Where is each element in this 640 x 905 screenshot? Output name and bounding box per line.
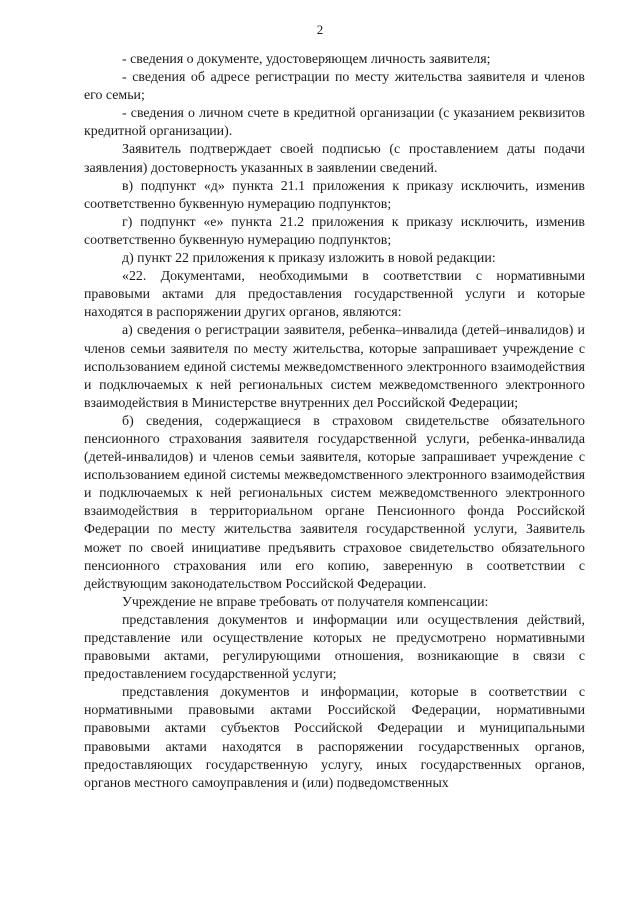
paragraph: - сведения об адресе регистрации по месту жительства заявителя и членов его семьи; bbox=[84, 70, 585, 104]
paragraph: в) подпункт «д» пункта 21.1 приложения к приказу исключить, изменив соответственно буквенную нумерацию подпунктов; bbox=[84, 178, 585, 212]
paragraph: г) подпункт «е» пункта 21.2 приложения к приказу исключить, изменив соответственно буквенную нумерацию подпунктов; bbox=[84, 214, 585, 248]
paragraph: представления документов и информации или осуществления действий, представление или осуществление которых не предусмотрено нормативными правовыми актами, регулирующими отношения, возникающие в связи с предоставлением государственной услуги; bbox=[84, 612, 585, 683]
paragraph: а) сведения о регистрации заявителя, ребенка–инвалида (детей–инвалидов) и членов семьи заявителя по месту жительства, которые запрашивает учреждение с использованием единой системы межведомственного электронного взаимодействия и подключаемых к ней региональных систем межведомственного электронного взаимодействия в Министерстве внутренних дел Российской Федерации; bbox=[84, 323, 585, 411]
paragraph: б) сведения, содержащиеся в страховом свидетельстве обязательного пенсионного страхования заявителя государственной услуги, ребенка-инвалида (детей-инвалидов) и членов семьи заявителя, которые запрашивает учреждение с использованием единой системы межведомственного электронного взаимодействия и подключаемых к ней региональных систем межведомственного электронного взаимодействия в территориальном органе Пенсионного фонда Российской Федерации по месту жительства заявителя государственной услуги, Заявитель может по своей инициативе предъявить страховое свидетельство обязательного пенсионного страхования или его копию, заверенную в соответствии с действующим законодательством Российской Федерации. bbox=[84, 413, 585, 592]
paragraph: представления документов и информации, которые в соответствии с нормативными правовыми актами Российской Федерации, нормативными правовыми актами субъектов Российской Федерации и муниципальными правовыми актами находятся в распоряжении государственных органов, предоставляющих государственную услугу, иных государственных органов, органов местного самоуправления и (или) подведомственных bbox=[84, 685, 585, 791]
paragraph: Учреждение не вправе требовать от получателя компенсации: bbox=[122, 594, 489, 610]
paragraph: д) пункт 22 приложения к приказу изложить в новой редакции: bbox=[122, 251, 496, 267]
paragraph: Заявитель подтверждает своей подписью (с проставлением даты подачи заявления) достоверность указанных в заявлении сведений. bbox=[84, 142, 585, 176]
paragraph: «22. Документами, необходимыми в соответствии с нормативными правовыми актами для предоставления государственной услуги и которые находятся в распоряжении других органов, являются: bbox=[84, 269, 585, 321]
paragraph: - сведения о личном счете в кредитной организации (с указанием реквизитов кредитной организации). bbox=[84, 106, 585, 140]
page-number: 2 bbox=[316, 22, 324, 37]
document-body bbox=[84, 51, 585, 793]
paragraph: - сведения о документе, удостоверяющем личность заявителя; bbox=[122, 52, 491, 67]
